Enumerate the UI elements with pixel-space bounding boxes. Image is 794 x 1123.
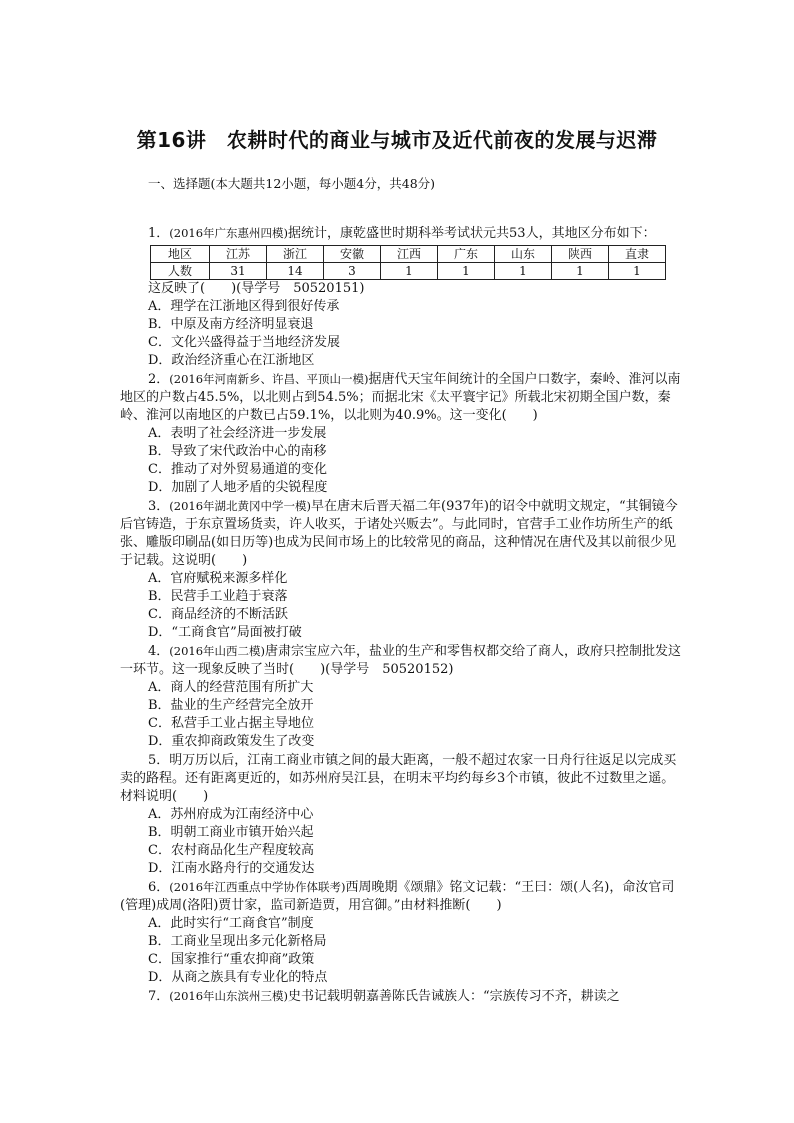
page-title: 第16讲 农耕时代的商业与城市及近代前夜的发展与迟滞 (136, 128, 658, 152)
question-6 (120, 878, 685, 987)
table-cell: 江西 (381, 246, 438, 263)
question-5-text: 5．明万历以后，江南工商业市镇之间的最大距离，一般不超过农家一日舟行往返足以完成买卖的路程。还有距离更近的，如苏州府吴江县，在明末平均约每乡3个市镇，彼此不过数里之遥。材料说明( ) (120, 753, 677, 804)
option-a: A．苏州府成为江南经济中心 (148, 807, 314, 822)
table-cell: 1 (381, 263, 438, 280)
option-d: D．江南水路舟行的交通发达 (148, 861, 315, 876)
option-a: A．此时实行“工商食官”制度 (148, 916, 314, 931)
option-d: D．政治经济重心在江浙地区 (148, 353, 315, 368)
table-cell: 广东 (438, 246, 495, 263)
option-a: A．官府赋税来源多样化 (148, 571, 288, 586)
table-cell: 山东 (495, 246, 552, 263)
question-2 (120, 370, 685, 497)
table-cell: 直隶 (609, 246, 666, 263)
table-cell: 1 (609, 263, 666, 280)
table-row (151, 246, 666, 263)
option-c: C．国家推行“重农抑商”政策 (148, 952, 315, 967)
table-cell: 31 (210, 263, 267, 280)
distribution-table (150, 245, 666, 280)
option-c: C．文化兴盛得益于当地经济发展 (148, 335, 340, 350)
option-b: B．中原及南方经济明显衰退 (148, 317, 314, 332)
option-b: B．民营手工业趋于衰落 (148, 589, 288, 604)
table-cell: 14 (267, 263, 324, 280)
option-d: D．重农抑商政策发生了改变 (148, 734, 315, 749)
question-6-text: 6．(2016年江西重点中学协作体联考)西周晚期《颂鼎》铭文记载：“王曰：颂(人名)，命汝官司(管理)成周(洛阳)贾廿家，监司新造贾，用宫御。”由材料推断( ) (120, 880, 675, 913)
question-2-text: 2．(2016年河南新乡、许昌、平顶山一模)据唐代天宝年间统计的全国户口数字，秦岭、淮河以南地区的户数占45.5%，以北则占到54.5%；而据北宋《太平寰宇记》所载北宋初期全国户数，秦岭、淮河以南地区的户数已占59.1%，以北则为40.9%。这一变化( ) (120, 372, 681, 423)
question-7 (120, 987, 685, 1006)
option-c: C．私营手工业占据主导地位 (148, 716, 314, 731)
option-b: B．导致了宋代政治中心的南移 (148, 444, 327, 459)
table-cell: 陕西 (552, 246, 609, 263)
question-3-text: 3．(2016年湖北黄冈中学一模)早在唐末后晋天福二年(937年)的诏令中就明文规定，“其铜镜今后官铸造，于东京置场货卖，许人收买，于诸处兴贩去”。与此同时，官营手工业作坊所生产的纸张、雕版印刷品(如日历等)也成为民间市场上的比较常见的商品，这种情况在唐代及其以前很少见于记载。这说明( ) (120, 499, 678, 568)
option-c: C．农村商品化生产程度较高 (148, 843, 314, 858)
question-4-text: 4．(2016年山西二模)唐肃宗宝应六年，盐业的生产和零售权都交给了商人，政府只控制批发这一环节。这一现象反映了当时( )(导学号 50520152) (120, 644, 682, 677)
table-cell: 1 (495, 263, 552, 280)
option-c: C．推动了对外贸易通道的变化 (148, 462, 327, 477)
option-b: B．工商业呈现出多元化新格局 (148, 934, 327, 949)
table-cell: 江苏 (210, 246, 267, 263)
option-b: B．盐业的生产经营完全放开 (148, 698, 314, 713)
option-d: D．从商之族具有专业化的特点 (148, 970, 328, 985)
question-7-text: 7．(2016年山东滨州三模)史书记载明朝嘉善陈氏告诫族人：“宗族传习不齐，耕读之 (148, 989, 620, 1004)
table-cell: 地区 (151, 246, 210, 263)
option-a: A．理学在江浙地区得到很好传承 (148, 299, 340, 314)
table-cell: 浙江 (267, 246, 324, 263)
section-heading: 一、选择题(本大题共12小题，每小题4分，共48分) (148, 176, 436, 191)
question-5 (120, 751, 685, 878)
option-c: C．商品经济的不断活跃 (148, 607, 288, 622)
table-cell: 人数 (151, 263, 210, 280)
option-d: D．加剧了人地矛盾的尖锐程度 (148, 480, 328, 495)
option-b: B．明朝工商业市镇开始兴起 (148, 825, 314, 840)
table-cell: 1 (552, 263, 609, 280)
question-1-text: 1．(2016年广东惠州四模)据统计，康乾盛世时期科举考试状元共53人，其地区分布如下： (148, 226, 656, 241)
question-3 (120, 497, 685, 642)
table-cell: 安徽 (324, 246, 381, 263)
option-a: A．商人的经营范围有所扩大 (148, 680, 314, 695)
question-1 (120, 224, 685, 370)
question-list (120, 224, 685, 1006)
table-row (151, 263, 666, 280)
option-d: D．“工商食官”局面被打破 (148, 625, 302, 640)
question-4 (120, 642, 685, 751)
table-cell: 3 (324, 263, 381, 280)
option-a: A．表明了社会经济进一步发展 (148, 426, 327, 441)
question-1-tail: 这反映了( )(导学号 50520151) (148, 281, 365, 296)
table-cell: 1 (438, 263, 495, 280)
